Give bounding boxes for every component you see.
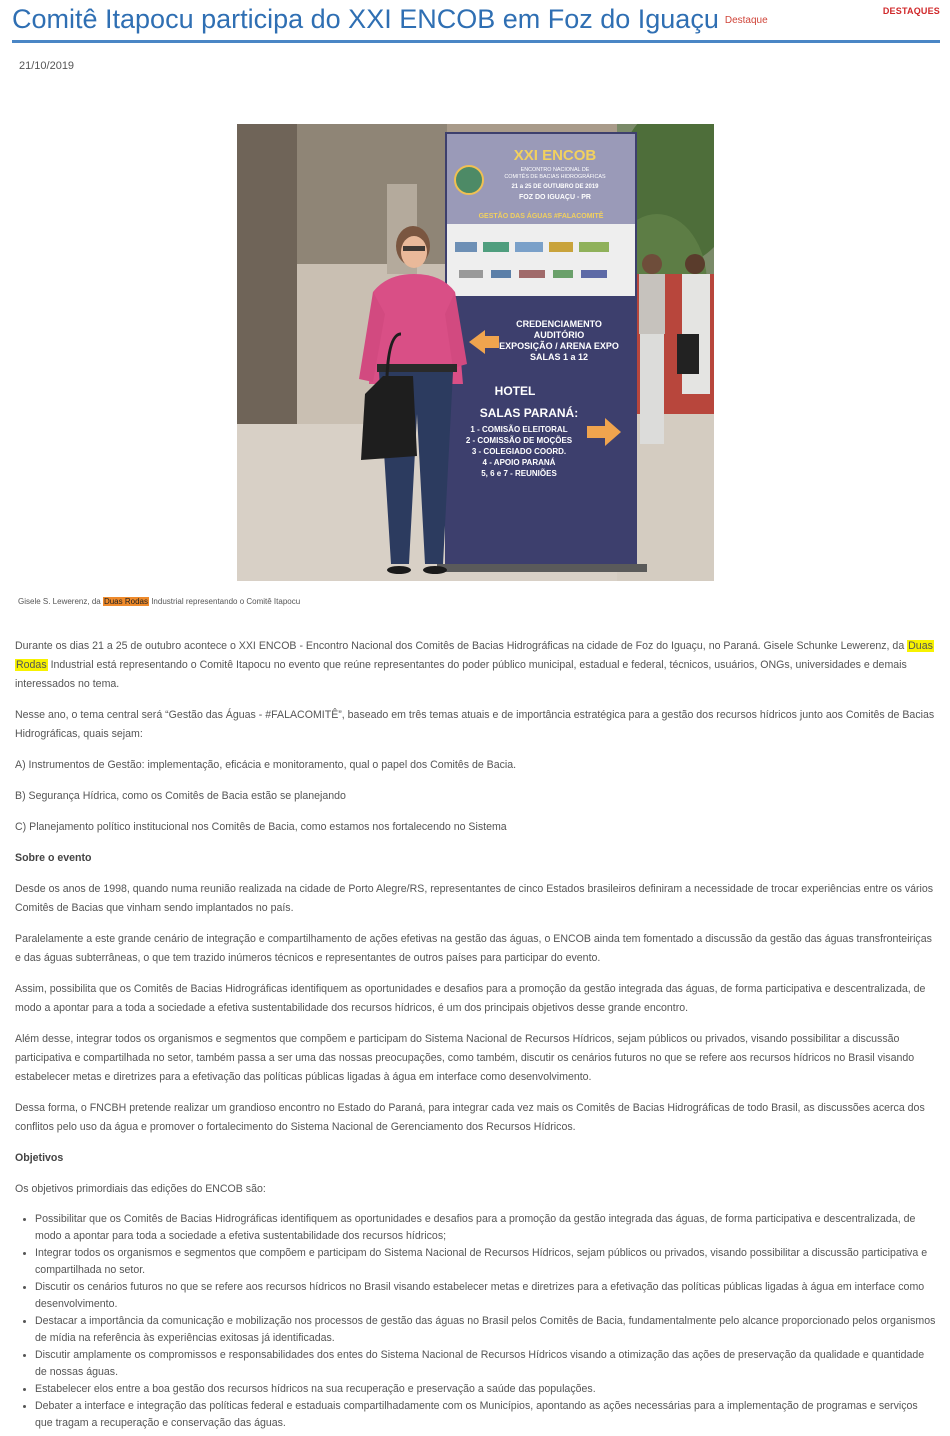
section-heading-sobre: Sobre o evento bbox=[15, 852, 92, 864]
article-photo bbox=[237, 124, 714, 581]
caption-text-before: Gisele S. Lewerenz, da bbox=[18, 597, 103, 606]
photo-caption bbox=[18, 597, 300, 606]
sobre-paragraph-5: Dessa forma, o FNCBH pretende realizar um grandioso encontro no Estado do Paraná, para integrar cada vez mais os Comitês de Bacias Hidrográficas de todo Brasil, as discussões acerca dos conflitos pelo uso da água e promover o fortalecimento do Sistema Nacional de Gerenciamento dos Recursos Hídricos. bbox=[15, 1102, 925, 1133]
article-header bbox=[12, 0, 940, 43]
list-item: • Debater a interface e integração das políticas federal e estaduais compartilhadamente com os Municípios, apontando as ações necessárias para a implementação de programas e serviços que tragam a recuperação e conservação das águas. bbox=[35, 1398, 937, 1432]
theme-item-c: C) Planejamento político institucional nos Comitês de Bacia, como estamos nos fortalecendo no Sistema bbox=[15, 821, 507, 833]
theme-item-a: A) Instrumentos de Gestão: implementação, eficácia e monitoramento, qual o papel dos Comitês de Bacia. bbox=[15, 759, 517, 771]
banner-sala-5: 5, 6 e 7 - REUNIÕES bbox=[481, 469, 557, 478]
caption-highlight: Duas Rodas bbox=[103, 597, 148, 606]
sobre-paragraph-3: Assim, possibilita que os Comitês de Bacias Hidrográficas identifiquem as oportunidades e desafios para a promoção da gestão integrada das águas, de forma participativa e descentralizada, de modo a apontar para a toda a sociedade a efetiva sustentabilidade dos recursos hídricos, é um dos principais objetivos desse grande encontro. bbox=[15, 983, 926, 1014]
intro-text-after: Industrial está representando o Comitê Itapocu no evento que reúne representantes do poder público municipal, estadual e federal, técnicos, usuários, ONGs, universidades e demais interessados no tema. bbox=[15, 659, 907, 690]
intro-text-before: Durante os dias 21 a 25 de outubro acontece o XXI ENCOB - Encontro Nacional dos Comitês de Bacias Hidrográficas na cidade de Foz do Iguaçu, no Paraná. Gisele Schunke Lewerenz, da bbox=[15, 640, 908, 652]
article-title-text: Comitê Itapocu participa do XXI ENCOB em Foz do Iguaçu bbox=[12, 4, 719, 34]
banner-sala-4: 4 - APOIO PARANÁ bbox=[482, 458, 556, 467]
banner-sala-3: 3 - COLEGIADO COORD. bbox=[471, 447, 567, 456]
banner-dir1: CREDENCIAMENTO bbox=[516, 319, 602, 329]
banner-event-line2: COMITÊS DE BACIAS HIDROGRÁFICAS bbox=[504, 174, 606, 180]
list-item: • Discutir amplamente os compromissos e responsabilidades dos entes do Sistema Nacional de Recursos Hídricos visando a otimização das ações de preservação da qualidade e quantidade de nossas águas. bbox=[35, 1347, 937, 1381]
banner-sala-1: 1 - COMISÃO ELEITORAL bbox=[470, 425, 568, 434]
banner-sala-2: 2 - COMISSÃO DE MOÇÕES bbox=[465, 436, 573, 445]
banner-place: FOZ DO IGUAÇU - PR bbox=[519, 194, 591, 201]
theme-item-b: B) Segurança Hídrica, como os Comitês de Bacia estão se planejando bbox=[15, 790, 346, 802]
caption-text-after: Industrial representando o Comitê Itapocu bbox=[148, 597, 301, 606]
objetivos-list bbox=[15, 1211, 937, 1432]
list-item: • Destacar a importância da comunicação e mobilização nos processos de gestão das águas no Brasil pelos Comitês de Bacia, fundamentalmente pelo alcance proporcionado pelos organismos de mídia na referência às experiências exitosas já identificadas. bbox=[35, 1313, 937, 1347]
banner-edition: XXI ENCOB bbox=[513, 147, 597, 164]
banner-dir2: AUDITÓRIO bbox=[533, 330, 585, 340]
list-item: • Estabelecer elos entre a boa gestão dos recursos hídricos na sua recuperação e preservação a saúde das populações. bbox=[35, 1381, 937, 1398]
section-tag[interactable]: DESTAQUES bbox=[882, 6, 940, 16]
category-tag[interactable]: Destaque bbox=[724, 15, 768, 27]
theme-paragraph: Nesse ano, o tema central será “Gestão das Águas - #FALACOMITÊ”, baseado em três temas atuais e de importância estratégica para a gestão dos recursos hídricos junto aos Comitês de Bacias Hidrográficas, quais sejam: bbox=[15, 709, 935, 740]
sobre-paragraph-2: Paralelamente a este grande cenário de integração e compartilhamento de ações efetivas na gestão das águas, o ENCOB ainda tem fomentado a discussão da gestão das águas transfronteiriças e das águas subterrâneas, o que tem trazido inúmeros técnicos e representantes de outros países para participar do evento. bbox=[15, 933, 932, 964]
banner-event-line1: ENCONTRO NACIONAL DE bbox=[520, 167, 590, 173]
article-body bbox=[15, 637, 937, 1432]
section-heading-objetivos: Objetivos bbox=[15, 1152, 64, 1164]
objetivos-intro: Os objetivos primordiais das edições do ENCOB são: bbox=[15, 1183, 266, 1195]
intro-highlight-2: Rodas bbox=[16, 659, 47, 671]
publish-date: 21/10/2019 bbox=[19, 60, 75, 72]
banner-salas: SALAS PARANÁ: bbox=[479, 406, 579, 420]
list-item: • Integrar todos os organismos e segmentos que compõem e participam do Sistema Nacional de Recursos Hídricos, sejam públicos ou privados, visando possibilitar a discussão participativa e compartilhada no setor. bbox=[35, 1245, 937, 1279]
intro-paragraph bbox=[15, 637, 937, 694]
banner-dir4: SALAS 1 a 12 bbox=[529, 352, 589, 362]
banner-dir3: EXPOSIÇÃO / ARENA EXPO bbox=[499, 341, 619, 351]
banner-slogan: GESTÃO DAS ÁGUAS #FALACOMITÊ bbox=[478, 213, 604, 220]
list-item: • Discutir os cenários futuros no que se refere aos recursos hídricos no Brasil visando estabelecer metas e diretrizes para a efetivação das políticas públicas ligadas à água em interface como desenvolvimento. bbox=[35, 1279, 937, 1313]
sobre-paragraph-4: Além desse, integrar todos os organismos e segmentos que compõem e participam do Sistema Nacional de Recursos Hídricos, sejam públicos ou privados, visando possibilitar a discussão participativa e compartilhada no setor, também passa a ser uma das nossas preocupações, como também, discutir os cenários futuros no que se refere aos recursos hídricos no Brasil visando estabelecer metas e diretrizes para a efetivação das políticas públicas ligadas à água em interface como desenvolvimento. bbox=[15, 1033, 915, 1083]
banner-hotel: HOTEL bbox=[494, 384, 536, 398]
sobre-paragraph-1: Desde os anos de 1998, quando numa reunião realizada na cidade de Porto Alegre/RS, representantes de cinco Estados brasileiros definiram a necessidade de trocar experiências entre os vários Comitês de Bacias que vinham sendo implantados no país. bbox=[15, 883, 934, 914]
article-title bbox=[12, 4, 768, 35]
intro-highlight-1: Duas bbox=[908, 640, 933, 652]
list-item: • Possibilitar que os Comitês de Bacias Hidrográficas identifiquem as oportunidades e desafios para a promoção da gestão integrada das águas, de forma participativa e descentralizada, de modo a apontar para toda a sociedade a efetiva sustentabilidade dos recursos hídricos; bbox=[35, 1211, 937, 1245]
banner-dates: 21 a 25 DE OUTUBRO DE 2019 bbox=[511, 184, 599, 190]
